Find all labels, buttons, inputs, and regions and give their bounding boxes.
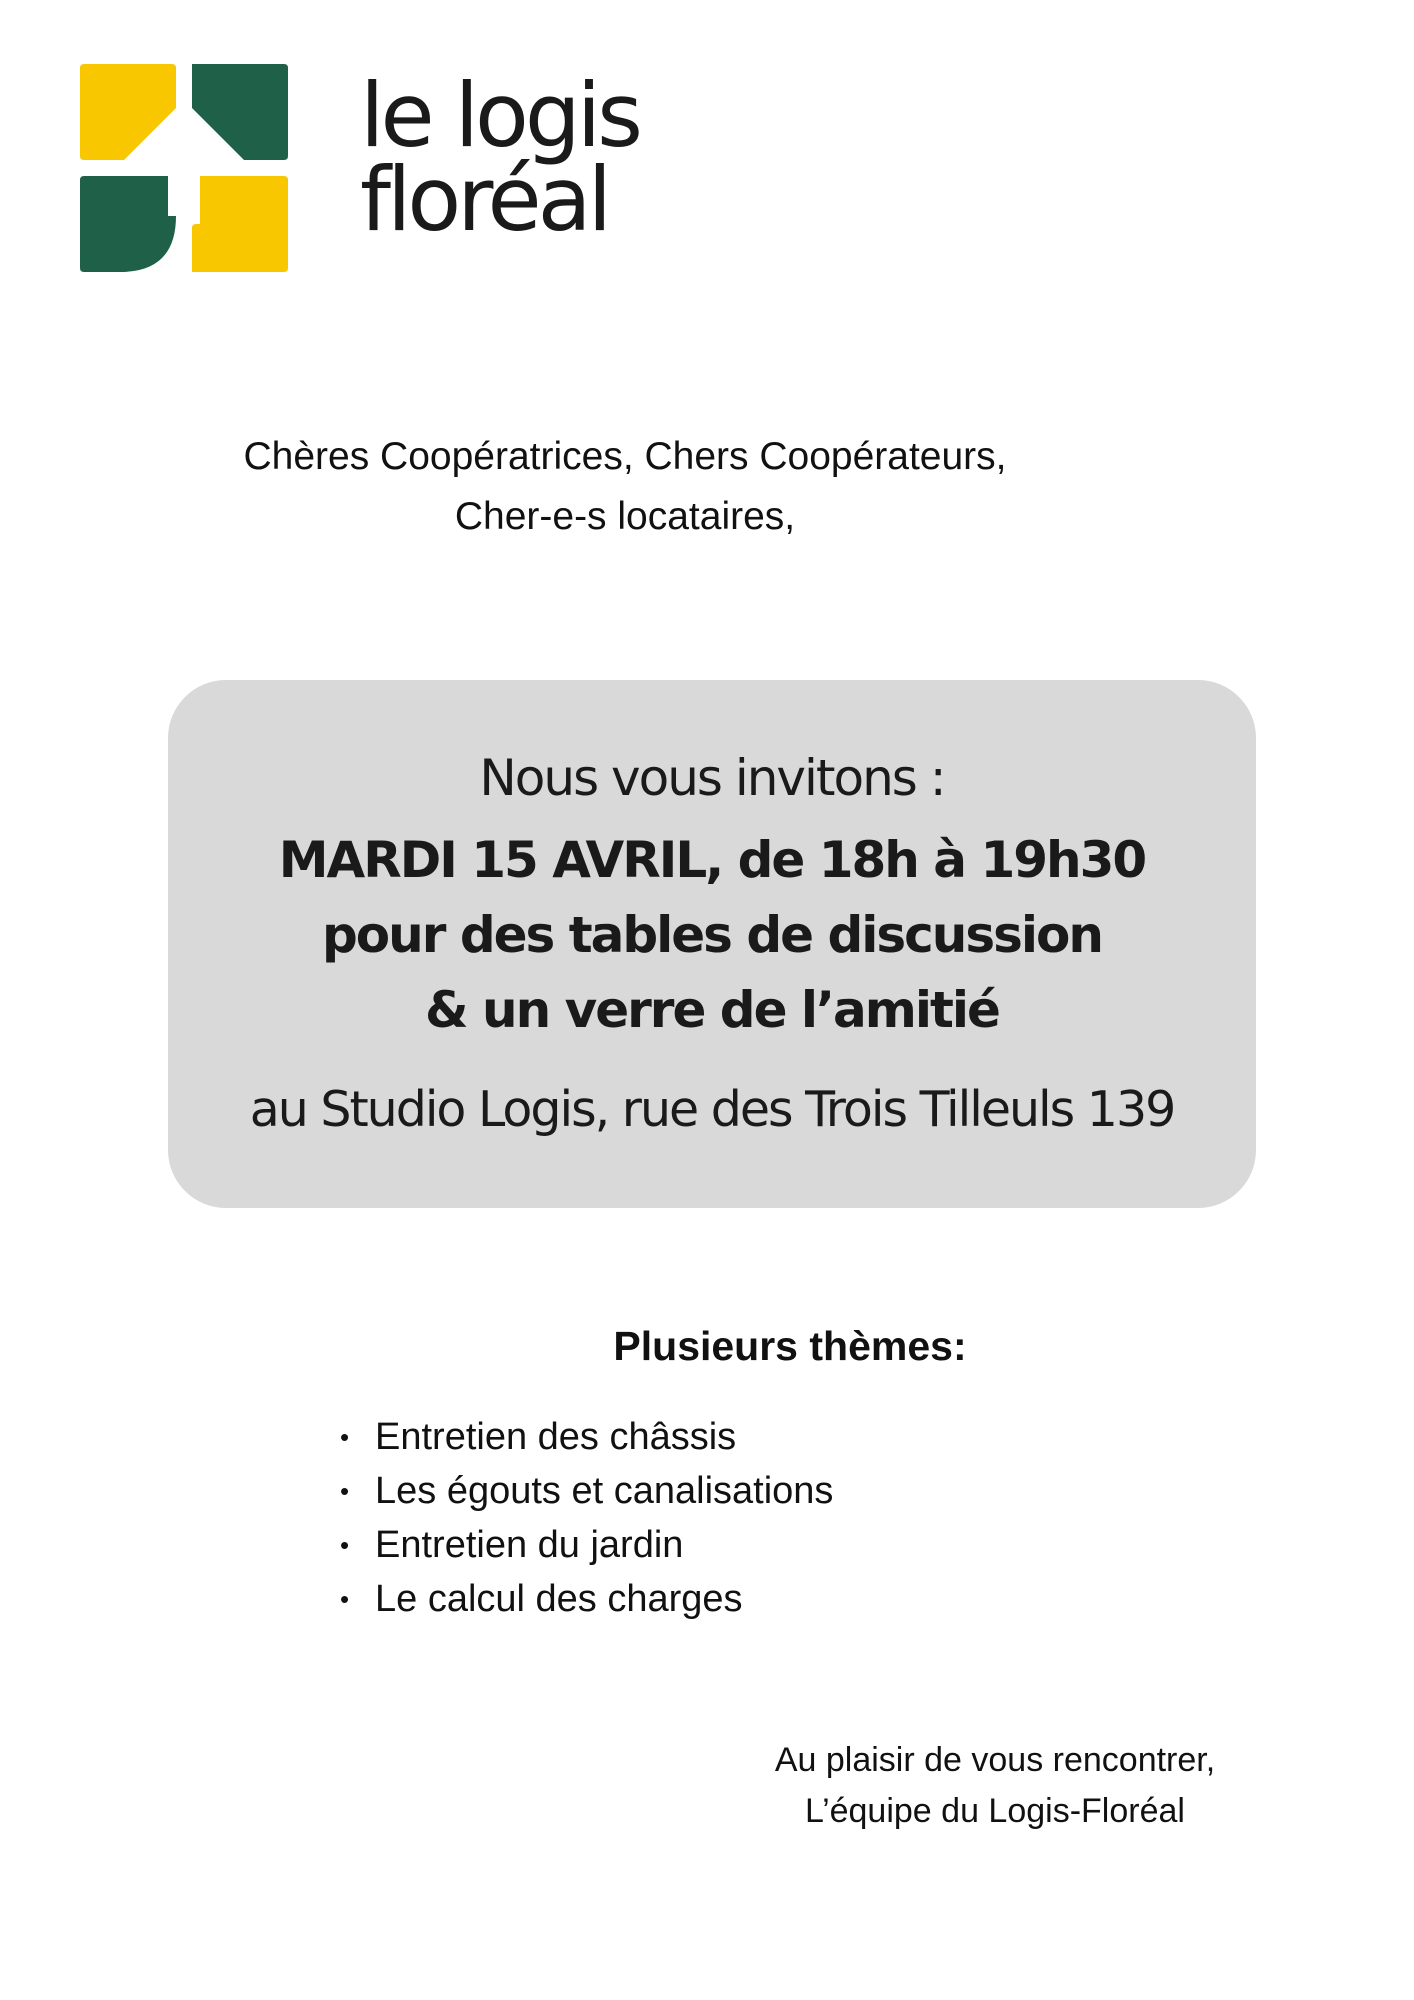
list-item [340,1464,833,1518]
signoff-signature: L’équipe du Logis-Floréal [805,1792,1185,1830]
bullet-icon: • [340,1422,350,1452]
theme-label: Entretien des châssis [375,1416,737,1458]
theme-label: Le calcul des charges [375,1578,743,1620]
theme-label: Les égouts et canalisations [375,1470,834,1512]
themes-title: Plusieurs thèmes: [613,1323,967,1369]
invitation-activity: pour des tables de discussion [322,906,1102,964]
greeting-line2: Cher-e-s locataires, [454,495,796,538]
theme-label: Entretien du jardin [375,1524,684,1566]
bullet-icon: • [340,1476,350,1506]
logo-bottom-right-shape [192,176,288,272]
invitation-drink: & un verre de l’amitié [425,981,999,1039]
signoff-line1: Au plaisir de vous rencontrer, [774,1741,1216,1779]
brand-name-line2: floréal [360,148,609,251]
invitation-date: MARDI 15 AVRIL, de 18h à 19h30 [278,831,1146,889]
list-item [340,1410,833,1464]
logo-bottom-left-shape [80,176,176,272]
bullet-icon: • [340,1530,350,1560]
invitation-card [168,680,1256,1208]
greeting-line1: Chères Coopératrices, Chers Coopérateurs, [243,435,1007,478]
themes-list [340,1410,833,1626]
logo-icon [80,64,288,272]
brand-name-line1: le logis [360,64,640,167]
logo-top-right-shape [192,64,288,160]
invitation-intro: Nous vous invitons : [479,749,945,807]
logo-top-left-shape [80,64,176,160]
list-item [340,1572,833,1626]
bullet-icon: • [340,1584,350,1614]
invitation-venue: au Studio Logis, rue des Trois Tilleuls 139 [249,1081,1175,1138]
list-item [340,1518,833,1572]
brand-wordmark [360,64,640,251]
